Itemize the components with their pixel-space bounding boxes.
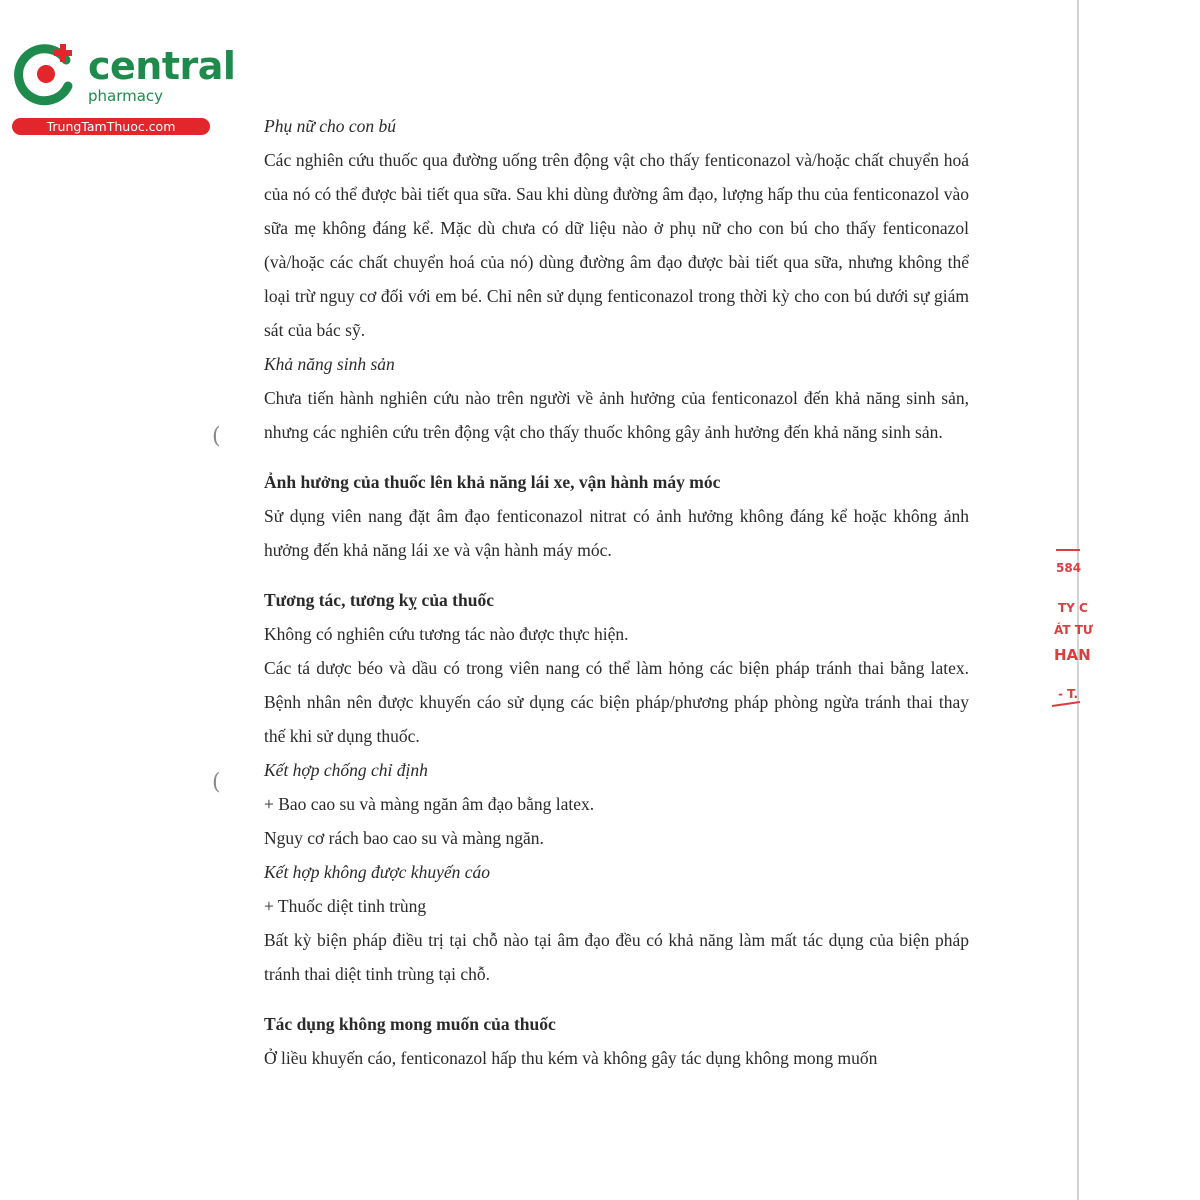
stamp-line1: 584	[1056, 561, 1082, 575]
paragraph: + Bao cao su và màng ngăn âm đạo bằng latex.	[264, 794, 595, 814]
subsection-title: Phụ nữ cho con bú	[264, 116, 397, 136]
paragraph: Các tá dược béo và dầu có trong viên nang có thể làm hỏng các biện pháp tránh thai bằng latex. Bệnh nhân nên được khuyến cáo sử dụng các biện pháp/phương pháp phòng ngừa tránh thai thay thế khi sử dụng thuốc.	[264, 658, 969, 746]
pharmacy-logo[interactable]	[10, 38, 236, 138]
subsection-title: Kết hợp không được khuyến cáo	[264, 862, 491, 882]
paragraph: Nguy cơ rách bao cao su và màng ngăn.	[264, 828, 544, 848]
paragraph: Các nghiên cứu thuốc qua đường uống trên động vật cho thấy fenticonazol và/hoặc chất chuyển hoá của nó có thể được bài tiết qua sữa. Sau khi dùng đường âm đạo, lượng hấp thu của fenticonazol vào sữa mẹ không đáng kể. Mặc dù chưa có dữ liệu nào ở phụ nữ cho con bú cho thấy fenticonazol (và/hoặc các chất chuyển hoá của nó) dùng đường âm đạo được bài tiết qua sữa, nhưng không thể loại trừ nguy cơ đối với em bé. Chỉ nên sử dụng fenticonazol trong thời kỳ cho con bú dưới sự giám sát của bác sỹ.	[264, 150, 969, 340]
logo-wordmark	[88, 44, 235, 104]
section-heading: Tương tác, tương kỵ của thuốc	[264, 590, 494, 610]
stamp-line3: ÁT TƯ	[1054, 623, 1093, 637]
paragraph: Ở liều khuyến cáo, fenticonazol hấp thu kém và không gây tác dụng không mong muốn	[264, 1048, 878, 1068]
paragraph: + Thuốc diệt tinh trùng	[264, 896, 427, 916]
margin-mark: (	[212, 424, 221, 449]
subsection-title: Kết hợp chống chỉ định	[264, 760, 428, 780]
red-stamp-fragment	[1052, 548, 1093, 708]
document-body	[264, 109, 969, 1075]
logo-url-badge[interactable]: TrungTamThuoc.com	[12, 118, 210, 135]
paragraph: Không có nghiên cứu tương tác nào được thực hiện.	[264, 624, 629, 644]
stamp-line2: TY C	[1058, 601, 1088, 615]
logo-name: central	[88, 44, 236, 88]
margin-mark: (	[212, 770, 221, 795]
subsection-title: Khả năng sinh sản	[264, 354, 395, 374]
central-logo-icon	[10, 38, 82, 110]
stamp-line4: HAN	[1054, 646, 1091, 664]
section-heading: Ảnh hưởng của thuốc lên khả năng lái xe, vận hành máy móc	[264, 472, 721, 492]
logo-sub: pharmacy	[88, 87, 164, 105]
paragraph: Chưa tiến hành nghiên cứu nào trên người về ảnh hưởng của fenticonazol đến khả năng sinh sản, nhưng các nghiên cứu trên động vật cho thấy thuốc không gây ảnh hưởng đến khả năng sinh sản.	[264, 388, 969, 442]
section-heading: Tác dụng không mong muốn của thuốc	[264, 1014, 556, 1034]
paragraph: Bất kỳ biện pháp điều trị tại chỗ nào tại âm đạo đều có khả năng làm mất tác dụng của biện pháp tránh thai diệt tinh trùng tại chỗ.	[264, 930, 969, 984]
stamp-line5: - T.	[1058, 687, 1079, 701]
paragraph: Sử dụng viên nang đặt âm đạo fenticonazol nitrat có ảnh hưởng không đáng kể hoặc không ảnh hưởng đến khả năng lái xe và vận hành máy móc.	[264, 506, 969, 560]
